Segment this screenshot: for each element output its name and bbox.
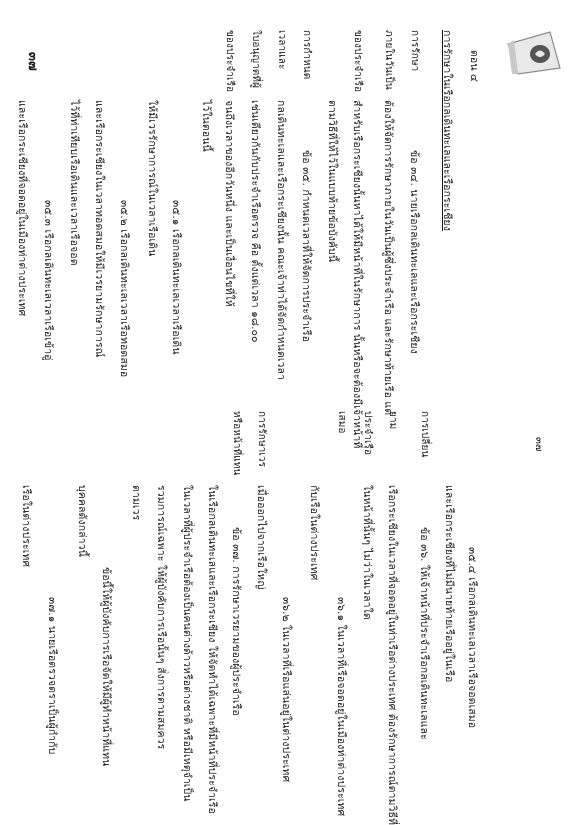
text-line: และเรือกระเชียงที่ไม่มีนายท้ายเรืออยู่ในเรือ [443,485,455,683]
text-line: ข้อนี้ให้ผู้บังคับการเรือจัดให้มีผู้ทำหน้าที่แทน [100,567,112,767]
margin-note: ประจำเรือ [362,411,373,456]
text-line: ๓๗.๑ นายเรือตรวจตราเป็นผู้กำกับ [46,597,58,755]
margin-note: เวลาและ [276,30,287,70]
text-line: ข้อ ๓๔. นายเรือกลเดินทะเลและเรือกระเชียง [408,150,420,354]
text-line: ๓๕.๑ เรือกลเดินทะเลเวลาเรือเดิน [170,200,182,355]
text-line: ๓๕.๔ เรือกลเดินทะเลเวลาเรือจอดเสมอ [466,547,478,729]
margin-note: การรักษาเวร [256,411,267,468]
text-line: และเรือกระเชียงที่จอดอยู่ในเมืองท่าต่างประเทศ [16,100,28,317]
text-line: เรือกระเชียงในเวลาที่จอดอยู่ในท่าเรือต่างประเทศ ต้องรักษาการณ์ตามวิธีที่ [386,485,398,825]
text-line: บุคคลดังกล่าวนี้ [76,485,88,557]
text-line: ข้อ ๓๕. กำหนดเวลาที่ให้จัดการประจำเรือ [300,150,312,342]
section-heading: การรักษาในเรือกลเดินทะเลและเรือกระเชียง [441,30,453,231]
page-number-handwritten: ๓๗ [25,52,40,71]
right-page [0,407,570,825]
margin-note: การรักษา [409,30,420,72]
text-line: เช่นเดียวกันกับประจำเรือตรวจ คือ ตั้งแต่เวลา ๑๘.๐๐ [249,100,261,343]
text-line: ไว้ที่ท่าเทียบเรือเดินและเวลาเรือจอด [68,100,80,266]
text-line: ข้อ ๓๖. ให้เจ้าหน้าที่ประจำเรือกลเดินทะเลและ [418,527,430,740]
text-line: ๓๕.๓ เรือกลเดินทะเลเวลาเรือเข้าอู่ [42,200,54,361]
text-line: ในเรือกลเดินทะเลและเรือกระเชียง ให้จัดทำได้เฉพาะที่มีหน้าที่ประจำเรือ [206,485,218,814]
text-line: ต้องให้จัดการรักษาภายในวันเป็นผู้ซึ่งประจำเรือ และรักษาท้ายเรือ แต่ [382,100,394,416]
text-line: และเรือกระเชียงในเวลาทอดสมอให้มีเวรยามรักษาการณ์ [93,100,105,358]
library-stamp-icon [504,30,564,76]
text-line: เมื่อออกไปจากเรือใหญ่ [255,485,267,590]
text-line: ในหน้าที่นั้นๆ ไม่ว่าในเวลาใด [361,485,373,620]
text-line: จนถึงเวลาของอีกวันหนึ่ง และเป็นเงื่อนไขที่ให้ [223,100,235,307]
margin-note: ของประจำเรือ [224,30,235,93]
margin-note: ภายในวันเป็น [383,30,394,90]
text-line: รวมการณ์เฉพาะ ให้ผู้บังคับการเรือนั้นๆ สั่งการตามสมควร [155,485,167,750]
margin-note: ยาม [387,411,398,430]
margin-note: ใบอนุญาตที่ผู้ [250,30,261,89]
margin-note: การเปลี่ยน [419,411,430,458]
text-line: ๓๖.๒ ในเวลาที่เรือแล่นอยู่ในต่างประเทศ [280,597,292,783]
text-line: ไว้ในตอนนี้ [200,100,212,152]
text-line: เรือในต่างประเทศ [20,485,32,568]
page-number: ๓๗ [533,437,544,452]
text-line: ๓๕.๒ เรือกลเดินทะเลเวลาเรือทอดสมอ [118,200,130,378]
chapter-label: ตอน ๔ [468,50,480,83]
margin-note: เสมอ [336,411,347,434]
text-line: กับเรือในต่างประเทศ [308,485,320,581]
margin-note: ของประจำเรือ [352,30,363,93]
text-line: สำหรับเรือกระเชียงนั้นหาได้ให้มีหน้าที่ในรักษาการ นั้นหรือจะต้องมีเจ้าหน้าที่ [351,100,363,449]
text-line: ในเวลาที่ผู้ประจำเรือต้องเป็นคนต่างด้าวหรือต่างชาติ หรือมีเหตุจำเป็น [181,485,193,802]
text-line: ตามเวร [130,485,142,521]
text-line: ให้มีเวรรักษาการณ์ในเวลาเรือเดิน [146,100,158,257]
text-line: กลเดินทะเลและเรือกระเชียงนั้น คณะเจ้าท่าได้จัดกำหนดเวลา [275,100,287,381]
text-line: ตามวิธีที่ให้ไว้ในแบบท้ายข้อบังคับนี้ [326,100,338,263]
text-line: ข้อ ๓๗. การรักษาเวรยามของผู้ประจำเรือ [230,527,242,716]
margin-note: หรือหน้าที่แทน [231,411,242,476]
text-line: ๓๖.๑ ในเวลาที่เรือจอดอยู่ในเมืองท่าต่างประเทศ [335,597,347,817]
margin-note: การกำหนด [301,30,312,80]
